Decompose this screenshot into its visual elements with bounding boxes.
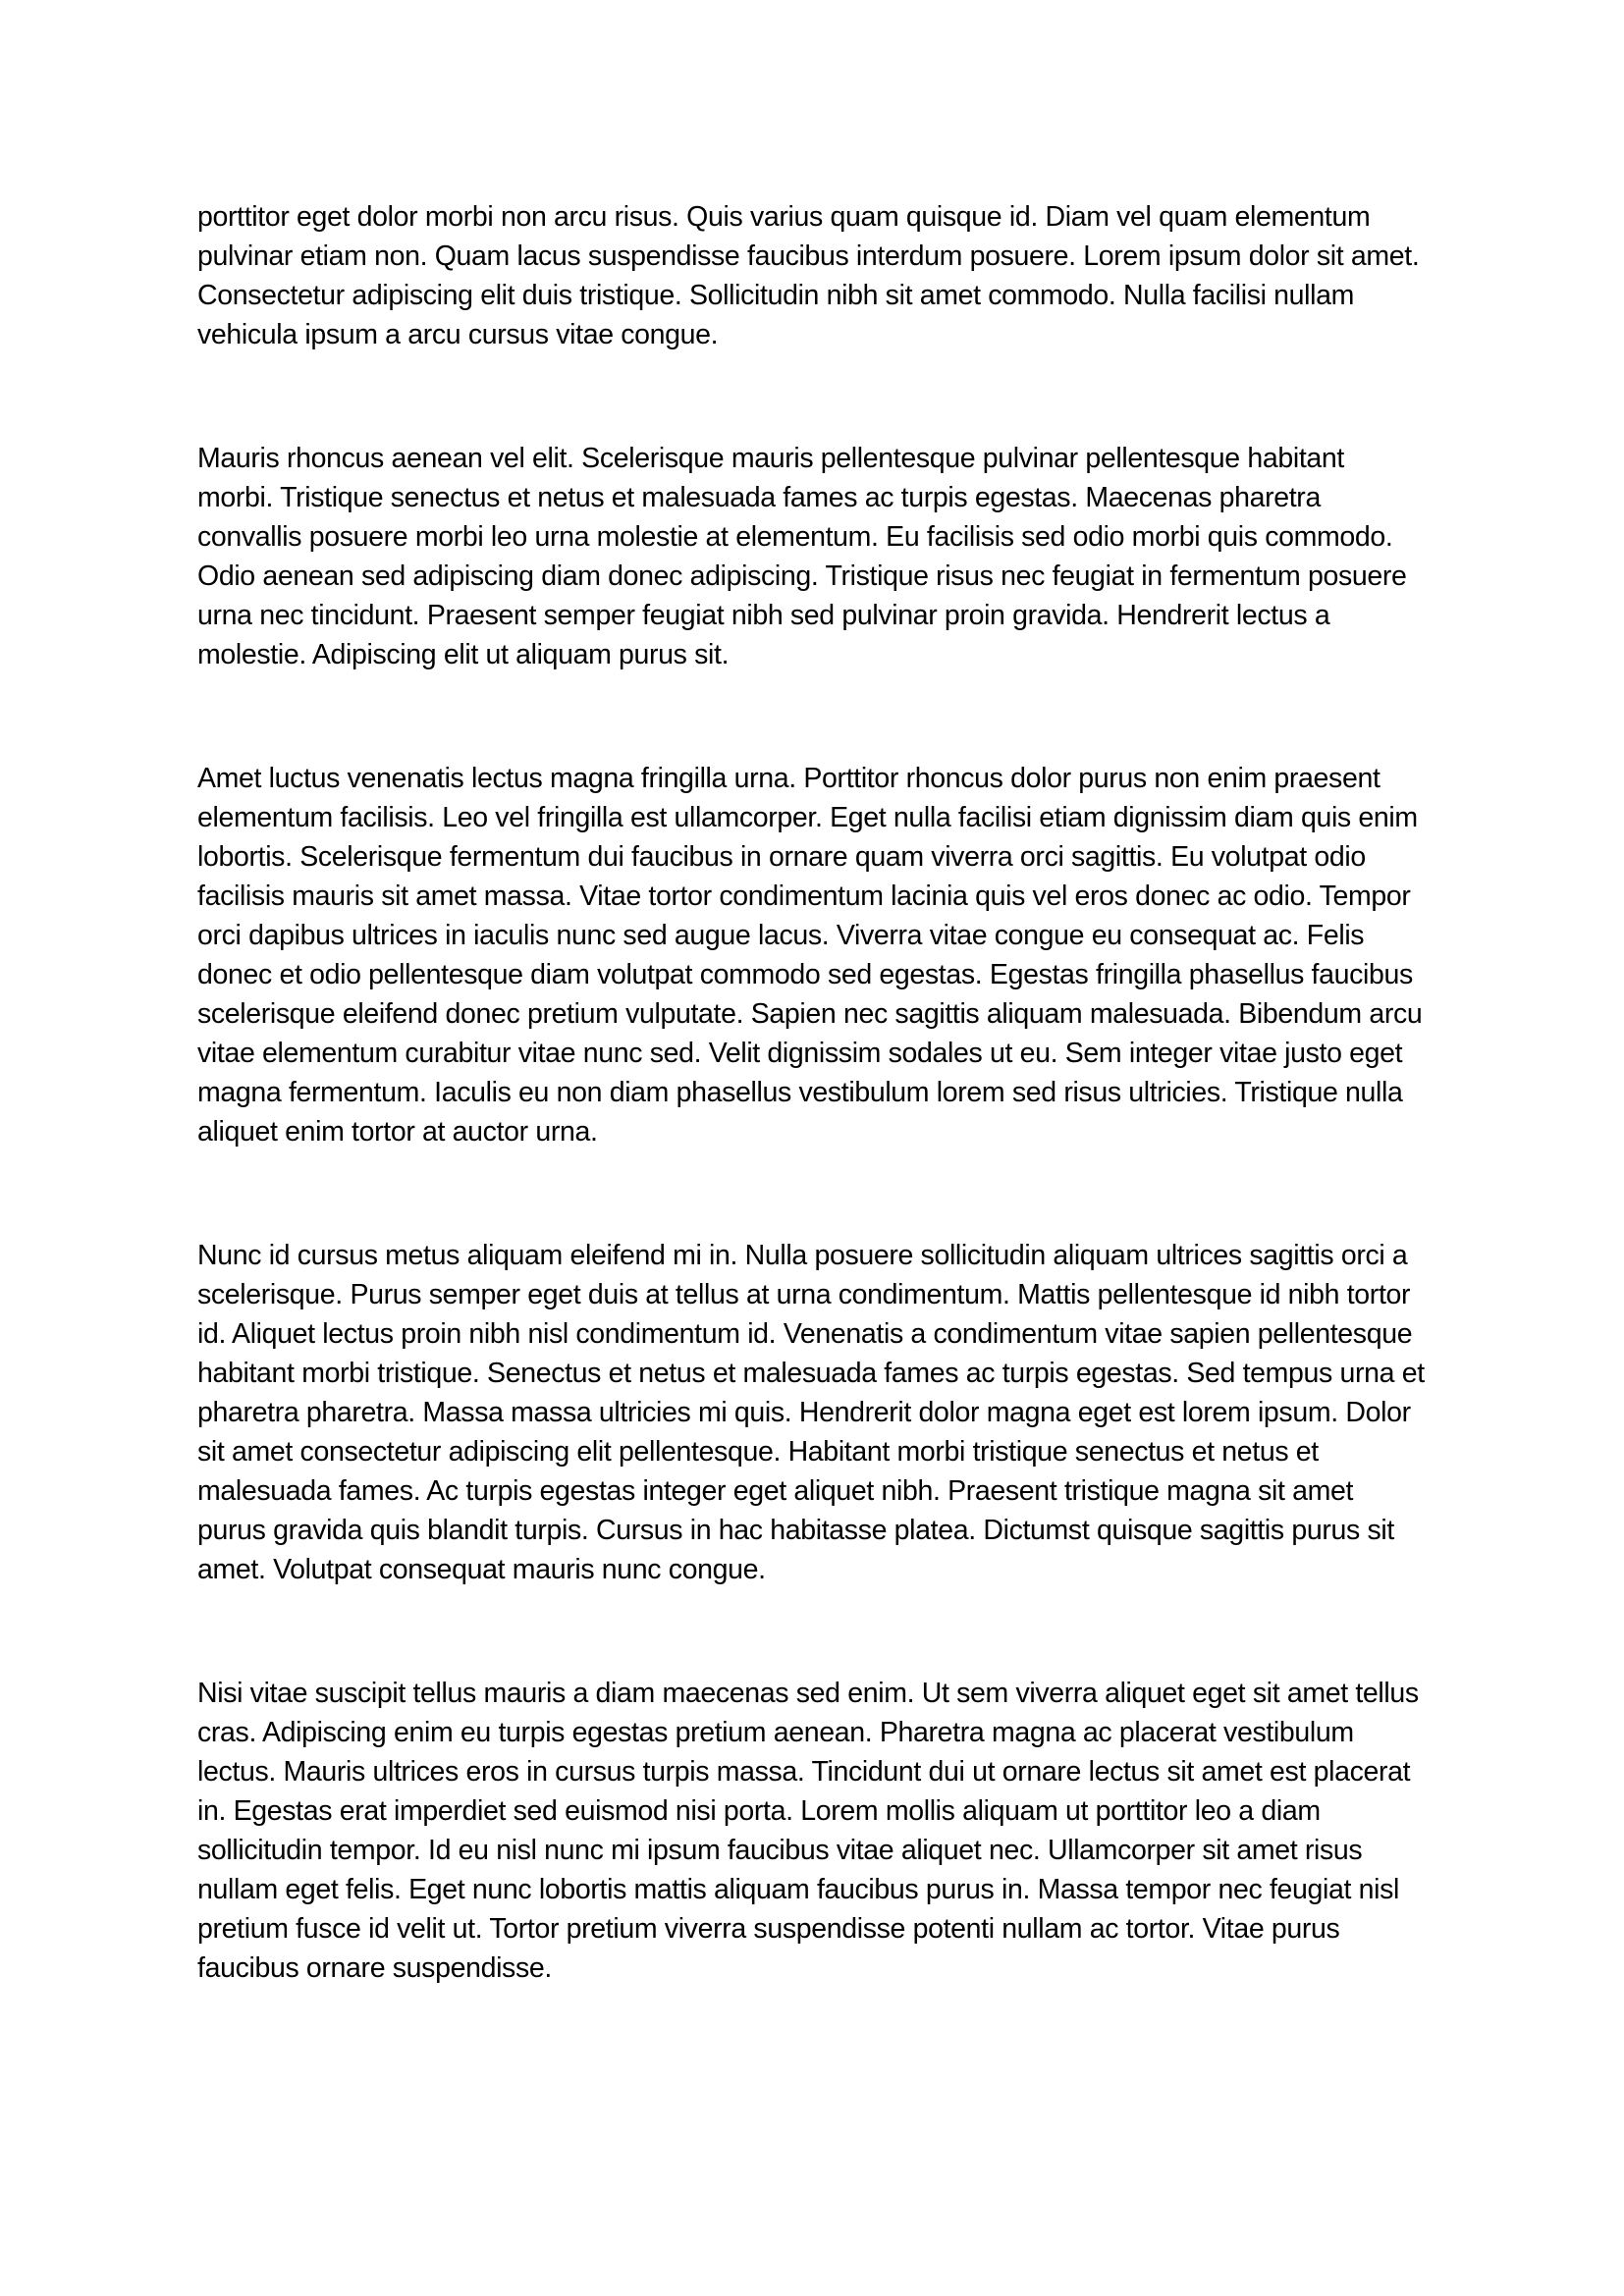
- paragraph-5: Nisi vitae suscipit tellus mauris a diam maecenas sed enim. Ut sem viverra aliquet eget sit amet tellus cras. Adipiscing enim eu turpis egestas pretium aenean. Pharetra magna ac placerat vestibulum lectus. Mauris ultrices eros in cursus turpis massa. Tincidunt dui ut ornare lectus sit amet est placerat in. Egestas erat imperdiet sed euismod nisi porta. Lorem mollis aliquam ut porttitor leo a diam sollicitudin tempor. Id eu nisl nunc mi ipsum faucibus vitae aliquet nec. Ullamcorper sit amet risus nullam eget felis. Eget nunc lobortis mattis aliquam faucibus purus in. Massa tempor nec feugiat nisl pretium fusce id velit ut. Tortor pretium viverra suspendisse potenti nullam ac tortor. Vitae purus faucibus ornare suspendisse.: [197, 1678, 1419, 1984]
- paragraph-1: porttitor eget dolor morbi non arcu risus. Quis varius quam quisque id. Diam vel quam elementum pulvinar etiam non. Quam lacus suspendisse faucibus interdum posuere. Lorem ipsum dolor sit amet. Consectetur adipiscing elit duis tristique. Sollicitudin nibh sit amet commodo. Nulla facilisi nullam vehicula ipsum a arcu cursus vitae congue.: [197, 201, 1420, 350]
- paragraph-4: Nunc id cursus metus aliquam eleifend mi in. Nulla posuere sollicitudin aliquam ultrices sagittis orci a scelerisque. Purus semper eget duis at tellus at urna condimentum. Mattis pellentesque id nibh tortor id. Aliquet lectus proin nibh nisl condimentum id. Venenatis a condimentum vitae sapien pellentesque habitant morbi tristique. Senectus et netus et malesuada fames ac turpis egestas. Sed tempus urna et pharetra pharetra. Massa massa ultricies mi quis. Hendrerit dolor magna eget est lorem ipsum. Dolor sit amet consectetur adipiscing elit pellentesque. Habitant morbi tristique senectus et netus et malesuada fames. Ac turpis egestas integer eget aliquet nibh. Praesent tristique magna sit amet purus gravida quis blandit turpis. Cursus in hac habitasse platea. Dictumst quisque sagittis purus sit amet. Volutpat consequat mauris nunc congue.: [197, 1240, 1425, 1585]
- paragraph-3: Amet luctus venenatis lectus magna fringilla urna. Porttitor rhoncus dolor purus non enim praesent elementum facilisis. Leo vel fringilla est ullamcorper. Eget nulla facilisi etiam dignissim diam quis enim lobortis. Scelerisque fermentum dui faucibus in ornare quam viverra orci sagittis. Eu volutpat odio facilisis mauris sit amet massa. Vitae tortor condimentum lacinia quis vel eros donec ac odio. Tempor orci dapibus ultrices in iaculis nunc sed augue lacus. Viverra vitae congue eu consequat ac. Felis donec et odio pellentesque diam volutpat commodo sed egestas. Egestas fringilla phasellus faucibus scelerisque eleifend donec pretium vulputate. Sapien nec sagittis aliquam malesuada. Bibendum arcu vitae elementum curabitur vitae nunc sed. Velit dignissim sodales ut eu. Sem integer vitae justo eget magna fermentum. Iaculis eu non diam phasellus vestibulum lorem sed risus ultricies. Tristique nulla aliquet enim tortor at auctor urna.: [197, 763, 1423, 1148]
- paragraph-2: Mauris rhoncus aenean vel elit. Scelerisque mauris pellentesque pulvinar pellentesque habitant morbi. Tristique senectus et netus et malesuada fames ac turpis egestas. Maecenas pharetra convallis posuere morbi leo urna molestie at elementum. Eu facilisis sed odio morbi quis commodo. Odio aenean sed adipiscing diam donec adipiscing. Tristique risus nec feugiat in fermentum posuere urna nec tincidunt. Praesent semper feugiat nibh sed pulvinar proin gravida. Hendrerit lectus a molestie. Adipiscing elit ut aliquam purus sit.: [197, 443, 1407, 670]
